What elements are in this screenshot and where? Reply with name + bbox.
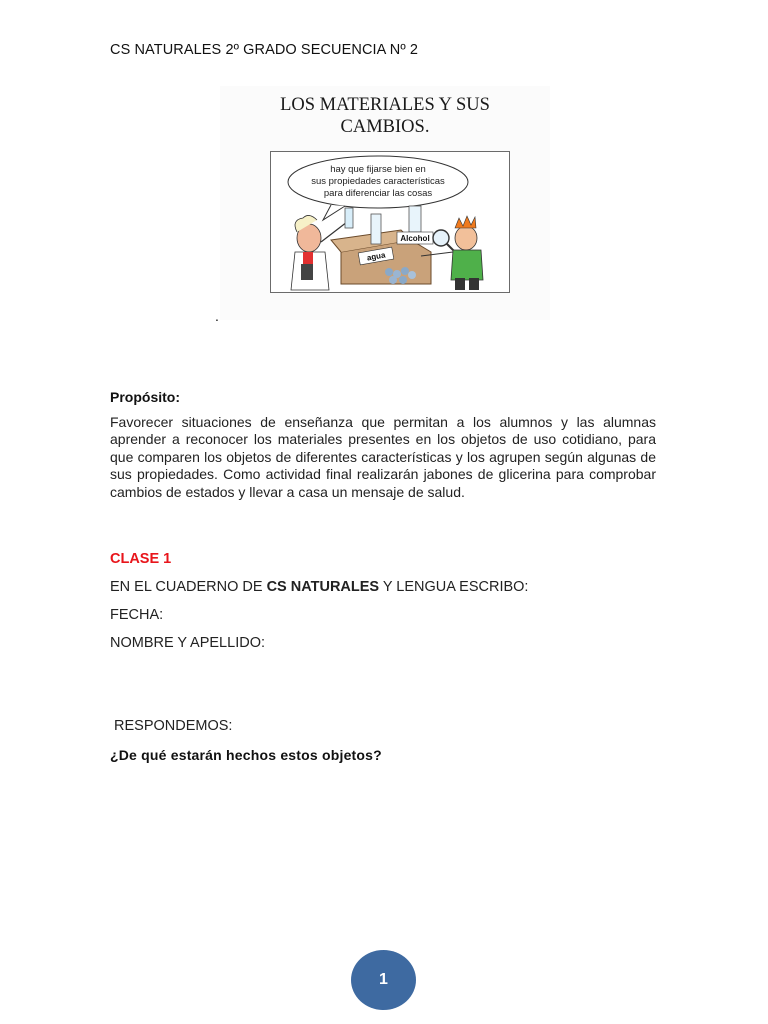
label-agua: agua bbox=[366, 250, 387, 263]
cuaderno-prefix: EN EL CUADERNO DE bbox=[110, 579, 267, 595]
respondemos-label: RESPONDEMOS: bbox=[114, 718, 233, 734]
fecha-label: FECHA: bbox=[110, 607, 164, 623]
page-number: 1 bbox=[379, 971, 388, 988]
nombre-label: NOMBRE Y APELLIDO: bbox=[110, 635, 265, 651]
illustration-title-line-2: CAMBIOS. bbox=[340, 117, 430, 137]
illustration-title-line-1: LOS MATERIALES Y SUS bbox=[280, 95, 490, 115]
illustration-title bbox=[220, 94, 550, 138]
cuaderno-suffix: Y LENGUA ESCRIBO: bbox=[379, 579, 529, 595]
label-alcohol: Alcohol bbox=[400, 234, 430, 243]
question-text: ¿De qué estarán hechos estos objetos? bbox=[110, 747, 382, 763]
cuaderno-subject: CS NATURALES bbox=[266, 579, 380, 595]
cartoon-scientists-drawing bbox=[271, 152, 509, 292]
illustration bbox=[220, 86, 550, 320]
cartoon-frame bbox=[270, 151, 510, 293]
document-header: CS NATURALES 2º GRADO SECUENCIA Nº 2 bbox=[110, 42, 419, 58]
page-number-badge bbox=[351, 950, 416, 1010]
cuaderno-line bbox=[110, 579, 528, 595]
speech-line-2: sus propiedades características bbox=[311, 176, 445, 187]
proposito-text: Favorecer situaciones de enseñanza que permitan a los alumnos y las alumnas aprender a reconocer los materiales presentes en los objetos de uso cotidiano, para que comparen los objetos de diferentes características y los agrupen según algunas de sus propiedades. Como actividad final realizarán jabones de glicerina para comprobar cambios de estados y llevar a casa un mensaje de salud. bbox=[110, 414, 656, 500]
speech-line-3: para diferenciar las cosas bbox=[323, 188, 433, 199]
speech-line-1: hay que fijarse bien en bbox=[330, 164, 426, 175]
clase-heading: CLASE 1 bbox=[110, 551, 172, 567]
proposito-heading: Propósito: bbox=[110, 389, 180, 405]
stray-dot: . bbox=[215, 308, 219, 324]
